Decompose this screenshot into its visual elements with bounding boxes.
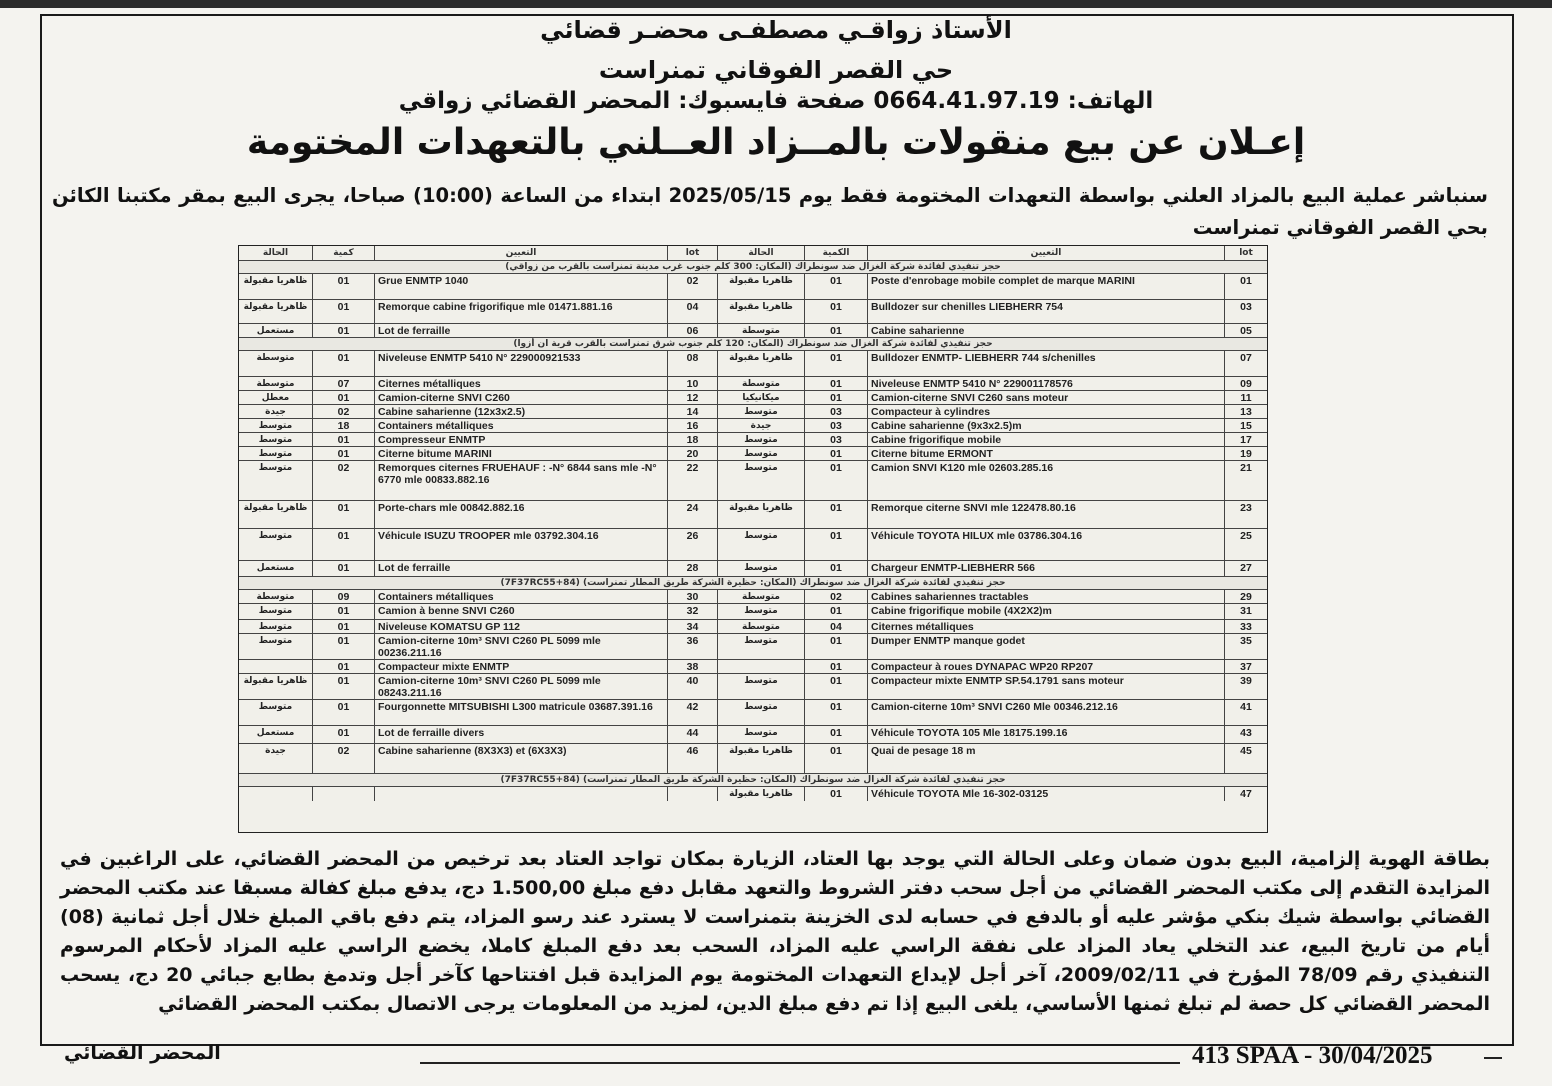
cell-r-desc: Chargeur ENMTP-LIEBHERR 566 [867, 561, 1224, 577]
table-header [239, 246, 1267, 260]
cell-r-qty: 01 [804, 604, 867, 620]
cell-r-state: ظاهريا مقبولة [717, 744, 804, 774]
cell-l-state: متوسط [258, 636, 293, 646]
cell-r-state: متوسط [717, 674, 804, 700]
cell-l-state: مستعمل [256, 563, 295, 573]
table-row [239, 603, 1267, 620]
cell-l-desc: Niveleuse ENMTP 5410 N° 229000921533 [374, 351, 667, 377]
cell-r-lot: 11 [1224, 391, 1267, 405]
cell-r-qty: 03 [804, 433, 867, 447]
cell-l-qty: 01 [312, 529, 374, 561]
cell-r-qty: 01 [804, 634, 867, 660]
cell-r-qty: 03 [804, 419, 867, 433]
cell-r-state: متوسطة [717, 377, 804, 391]
table-row [239, 376, 1267, 391]
header-right-state: الحالة [717, 246, 804, 260]
cell-l-qty [312, 787, 374, 801]
cell-r-qty: 01 [804, 501, 867, 529]
table-row [239, 390, 1267, 405]
cell-l-state: متوسط [258, 435, 293, 445]
cell-r-desc: Cabine frigorifique mobile [867, 433, 1224, 447]
table-row [239, 673, 1267, 700]
cell-r-state: متوسط [717, 604, 804, 620]
header-right-qty: الكمية [804, 246, 867, 260]
cell-r-qty: 02 [804, 590, 867, 604]
cell-l-desc: Remorque cabine frigorifique mle 01471.881.16 [374, 300, 667, 324]
cell-l-lot: 34 [667, 620, 717, 634]
cell-l-lot: 20 [667, 447, 717, 461]
table-row [239, 323, 1267, 338]
bailiff-contact: الهاتف: 0664.41.97.19 صفحة فايسبوك: المحضر القضائي زواقي [398, 88, 1154, 114]
table-row [239, 299, 1267, 324]
cell-r-qty: 01 [804, 744, 867, 774]
cell-r-state: متوسط [717, 634, 804, 660]
cell-l-qty: 01 [312, 300, 374, 324]
cell-r-desc: Cabine frigorifique mobile (4X2X2)m [867, 604, 1224, 620]
cell-l-lot: 26 [667, 529, 717, 561]
cell-l-state [239, 787, 312, 801]
cell-l-desc: Citernes métalliques [374, 377, 667, 391]
cell-l-qty: 01 [312, 674, 374, 700]
cell-l-state: مستعمل [256, 326, 295, 336]
cell-r-qty: 01 [804, 561, 867, 577]
cell-r-desc: Véhicule TOYOTA HILUX mle 03786.304.16 [867, 529, 1224, 561]
cell-r-qty: 01 [804, 391, 867, 405]
table-row [239, 659, 1267, 674]
cell-l-qty: 01 [312, 660, 374, 674]
cell-l-desc: Camion-citerne 10m³ SNVI C260 PL 5099 mle 08243.211.16 [374, 674, 667, 700]
cell-l-state: متوسط [258, 622, 293, 632]
cell-l-qty: 02 [312, 461, 374, 501]
cell-r-qty: 01 [804, 529, 867, 561]
cell-l-lot: 16 [667, 419, 717, 433]
cell-l-qty: 02 [312, 405, 374, 419]
cell-l-desc: Grue ENMTP 1040 [374, 274, 667, 300]
cell-r-desc: Poste d'enrobage mobile complet de marque MARINI [867, 274, 1224, 300]
table-row [239, 528, 1267, 561]
cell-l-lot: 04 [667, 300, 717, 324]
cell-r-qty: 01 [804, 726, 867, 744]
cell-r-lot: 03 [1224, 300, 1267, 324]
cell-l-lot: 28 [667, 561, 717, 577]
conditions-paragraph: بطاقة الهوية إلزامية، البيع بدون ضمان وعلى الحالة التي يوجد بها العتاد، الزيارة بمكان تواجد العتاد بعد ترخيص من المحضر القضائي، على الراغبين في المزايدة التقدم إلى مكتب المحضر القضائي من أجل سحب دفتر الشروط والتعهد مقابل دفع مبلغ 1.500,00 دج، يدفع مبلغ كفالة مسبقا عند مكتب المحضر القضائي بواسطة شيك بنكي مؤشر عليه أو بالدفع في حسابه لدى الخزينة بتمنراست لا يسترد عند رسو المزاد، يتم دفع باقي المبلغ خلال أجل ثمانية (08) أيام من تاريخ البيع، عند التخلي يعاد المزاد على نفقة الراسي عليه المزاد، السحب بعد دفع المبلغ كاملا، يخضع الراسي عليه المزاد لأحكام المرسوم التنفيذي رقم 78/09 المؤرخ في 2009/02/11، آخر أجل لإيداع التعهدات المختومة يوم المزايدة قبل افتتاحها كآخر أجل وتدمغ بطابع جبائي 20 دج، يسحب المحضر القضائي كل حصة لم تبلغ ثمنها الأساسي، يلغى البيع إذا تم دفع مبلغ الدين، لمزيد من المعلومات يرجى الاتصال بمكتب المحضر القضائي [60, 848, 1491, 1015]
cell-r-state: متوسطة [717, 620, 804, 634]
cell-l-desc: Niveleuse KOMATSU GP 112 [374, 620, 667, 634]
cell-r-state: متوسطة [717, 590, 804, 604]
cell-r-lot: 15 [1224, 419, 1267, 433]
cell-r-lot: 23 [1224, 501, 1267, 529]
cell-r-desc: Citerne bitume ERMONT [867, 447, 1224, 461]
cell-r-qty: 01 [804, 300, 867, 324]
cell-l-desc: Containers métalliques [374, 419, 667, 433]
table-row [239, 273, 1267, 300]
cell-l-qty: 01 [312, 700, 374, 726]
cell-r-lot: 29 [1224, 590, 1267, 604]
cell-l-qty: 01 [312, 433, 374, 447]
cell-l-lot: 24 [667, 501, 717, 529]
cell-l-state: ظاهريا مقبولة [243, 302, 308, 312]
cell-r-state [717, 660, 804, 674]
section-note: حجز تنفيذي لفائدة شركة الغزال ضد سونطراك (المكان: حظيرة الشركة طريق المطار تمنراست) (7F37RC55+84) [239, 576, 1267, 590]
cell-l-state: ظاهريا مقبولة [243, 276, 308, 286]
cell-l-lot: 38 [667, 660, 717, 674]
footer-publication-code: 413 SPAA - 30/04/2025 [1192, 1042, 1433, 1069]
cell-r-lot: 19 [1224, 447, 1267, 461]
top-dark-bar [0, 0, 1552, 8]
cell-r-qty: 01 [804, 461, 867, 501]
cell-r-lot: 25 [1224, 529, 1267, 561]
table-row [239, 350, 1267, 377]
cell-r-desc: Cabine saharienne [867, 324, 1224, 338]
cell-l-state: جيدة [265, 407, 286, 417]
cell-l-state: متوسط [258, 531, 293, 541]
cell-l-desc: Fourgonnette MITSUBISHI L300 matricule 03687.391.16 [374, 700, 667, 726]
cell-l-desc: Lot de ferraille [374, 324, 667, 338]
intro-paragraph: سنباشر عملية البيع بالمزاد العلني بواسطة التعهدات المختومة فقط يوم 2025/05/15 ابتداء من الساعة (10:00) صباحا، يجرى البيع بمقر مكتبنا الكائن بحي القصر الفوقاني تمنراست [52, 184, 1488, 239]
cell-r-qty: 01 [804, 674, 867, 700]
cell-r-desc: Remorque citerne SNVI mle 122478.80.16 [867, 501, 1224, 529]
cell-l-qty: 01 [312, 351, 374, 377]
cell-r-lot: 33 [1224, 620, 1267, 634]
cell-r-state: متوسط [717, 561, 804, 577]
cell-l-desc: Compacteur mixte ENMTP [374, 660, 667, 674]
cell-r-lot: 47 [1224, 787, 1267, 801]
cell-r-state: متوسط [717, 433, 804, 447]
cell-l-qty: 01 [312, 604, 374, 620]
cell-l-state: متوسطة [256, 379, 295, 389]
cell-r-lot: 31 [1224, 604, 1267, 620]
header-left-lot: lot [667, 246, 717, 260]
cell-l-desc: Cabine saharienne (12x3x2.5) [374, 405, 667, 419]
cell-l-lot: 10 [667, 377, 717, 391]
cell-r-state: متوسط [717, 700, 804, 726]
cell-r-desc: Camion-citerne SNVI C260 sans moteur [867, 391, 1224, 405]
cell-r-desc: Camion-citerne 10m³ SNVI C260 Mle 00346.212.16 [867, 700, 1224, 726]
cell-l-qty: 01 [312, 634, 374, 660]
cell-r-desc: Véhicule TOYOTA Mle 16-302-03125 [867, 787, 1224, 801]
cell-r-desc: Compacteur mixte ENMTP SP.54.1791 sans moteur [867, 674, 1224, 700]
cell-l-qty: 02 [312, 744, 374, 774]
table-row [239, 500, 1267, 529]
section-note: حجز تنفيذي لفائدة شركة الغزال ضد سونطراك (المكان: 120 كلم جنوب شرق تمنراست بالقرب قرية ان أزوا) [239, 337, 1267, 351]
cell-l-qty: 01 [312, 726, 374, 744]
cell-l-desc: Lot de ferraille divers [374, 726, 667, 744]
cell-l-qty: 01 [312, 561, 374, 577]
cell-l-lot: 32 [667, 604, 717, 620]
cell-l-qty: 01 [312, 274, 374, 300]
table-row [239, 560, 1267, 577]
cell-r-qty: 01 [804, 660, 867, 674]
cell-r-desc: Niveleuse ENMTP 5410 N° 229001178576 [867, 377, 1224, 391]
cell-l-qty: 09 [312, 590, 374, 604]
cell-r-state: جيدة [717, 419, 804, 433]
table-row [239, 446, 1267, 461]
cell-r-qty: 01 [804, 351, 867, 377]
table-row [239, 619, 1267, 634]
cell-r-qty: 01 [804, 324, 867, 338]
section-note: حجز تنفيذي لفائدة شركة الغزال ضد سونطراك (المكان: 300 كلم جنوب غرب مدينة تمنراست بالقرب من زواقي) [239, 260, 1267, 274]
cell-r-state: ظاهريا مقبولة [717, 787, 804, 801]
cell-l-state [239, 660, 312, 674]
cell-l-state: متوسط [258, 702, 293, 712]
cell-l-state: مستعمل [256, 728, 295, 738]
cell-r-qty: 01 [804, 447, 867, 461]
cell-r-lot: 05 [1224, 324, 1267, 338]
table-row [239, 404, 1267, 419]
cell-l-lot: 30 [667, 590, 717, 604]
cell-r-lot: 07 [1224, 351, 1267, 377]
cell-l-desc [374, 787, 667, 801]
cell-l-state: متوسط [258, 463, 293, 473]
cell-l-qty: 01 [312, 391, 374, 405]
cell-r-qty: 01 [804, 377, 867, 391]
table-row [239, 460, 1267, 501]
cell-l-state: متوسطة [256, 353, 295, 363]
table-row [239, 432, 1267, 447]
cell-r-desc: Quai de pesage 18 m [867, 744, 1224, 774]
cell-l-state: متوسط [258, 606, 293, 616]
cell-l-desc: Remorques citernes FRUEHAUF : -N° 6844 sans mle -N° 6770 mle 00833.882.16 [374, 461, 667, 501]
cell-r-lot: 39 [1224, 674, 1267, 700]
section-note: حجز تنفيذي لفائدة شركة الغزال ضد سونطراك (المكان: حظيرة الشركة طريق المطار تمنراست) (7F37RC55+84) [239, 773, 1267, 787]
cell-l-desc: Camion à benne SNVI C260 [374, 604, 667, 620]
cell-r-desc: Bulldozer sur chenilles LIEBHERR 754 [867, 300, 1224, 324]
cell-l-lot [667, 787, 717, 801]
announcement-title: إعـلان عن بيع منقولات بالمــزاد العــلني بالتعهدات المختومة [246, 122, 1306, 163]
cell-r-state: ظاهريا مقبولة [717, 501, 804, 529]
cell-r-desc: Citernes métalliques [867, 620, 1224, 634]
cell-r-qty: 01 [804, 787, 867, 801]
cell-r-qty: 04 [804, 620, 867, 634]
header-left-state: الحالة [262, 248, 289, 258]
cell-r-state: متوسطة [717, 324, 804, 338]
cell-r-lot: 37 [1224, 660, 1267, 674]
table-row [239, 725, 1267, 744]
footer-rule [420, 1062, 1180, 1064]
cell-l-lot: 22 [667, 461, 717, 501]
footer-dash [1484, 1057, 1502, 1059]
cell-r-desc: Compacteur à cylindres [867, 405, 1224, 419]
cell-r-desc: Camion SNVI K120 mle 02603.285.16 [867, 461, 1224, 501]
cell-l-desc: Camion-citerne 10m³ SNVI C260 PL 5099 mle 00236.211.16 [374, 634, 667, 660]
cell-r-desc: Bulldozer ENMTP- LIEBHERR 744 s/chenilles [867, 351, 1224, 377]
cell-l-state: متوسط [258, 449, 293, 459]
cell-l-lot: 18 [667, 433, 717, 447]
table-row [239, 589, 1267, 604]
cell-l-qty: 07 [312, 377, 374, 391]
cell-r-state: ميكانيكيا [717, 391, 804, 405]
cell-r-lot: 21 [1224, 461, 1267, 501]
cell-l-state: ظاهريا مقبولة [243, 503, 308, 513]
cell-l-lot: 40 [667, 674, 717, 700]
cell-l-lot: 44 [667, 726, 717, 744]
header-left-qty: كمية [312, 246, 374, 260]
cell-r-desc: Cabine saharienne (9x3x2.5)m [867, 419, 1224, 433]
cell-r-desc: Compacteur à roues DYNAPAC WP20 RP207 [867, 660, 1224, 674]
cell-l-desc: Containers métalliques [374, 590, 667, 604]
cell-l-state: متوسطة [256, 592, 295, 602]
footer-signature: المحضر القضائي [64, 1042, 221, 1064]
table-row [239, 786, 1267, 801]
cell-l-desc: Citerne bitume MARINI [374, 447, 667, 461]
cell-r-desc: Dumper ENMTP manque godet [867, 634, 1224, 660]
cell-r-desc: Véhicule TOYOTA 105 Mle 18175.199.16 [867, 726, 1224, 744]
header-left-desc: التعيين [374, 246, 667, 260]
cell-l-lot: 06 [667, 324, 717, 338]
cell-l-desc: Porte-chars mle 00842.882.16 [374, 501, 667, 529]
table-row [239, 699, 1267, 726]
header-right-lot: lot [1224, 246, 1267, 260]
cell-l-lot: 08 [667, 351, 717, 377]
cell-r-qty: 03 [804, 405, 867, 419]
cell-l-lot: 46 [667, 744, 717, 774]
cell-r-lot: 35 [1224, 634, 1267, 660]
cell-r-state: متوسط [717, 405, 804, 419]
cell-l-state: جيدة [265, 746, 286, 756]
cell-r-lot: 17 [1224, 433, 1267, 447]
cell-r-lot: 45 [1224, 744, 1267, 774]
cell-r-desc: Cabines sahariennes tractables [867, 590, 1224, 604]
cell-l-desc: Lot de ferraille [374, 561, 667, 577]
bailiff-address: حي القصر الفوقاني تمنراست [598, 56, 954, 84]
cell-l-desc: Cabine saharienne (8X3X3) et (6X3X3) [374, 744, 667, 774]
cell-r-qty: 01 [804, 274, 867, 300]
cell-r-state: متوسط [717, 447, 804, 461]
cell-l-lot: 42 [667, 700, 717, 726]
cell-l-state: معطل [261, 393, 290, 403]
cell-r-state: متوسط [717, 529, 804, 561]
cell-l-state: متوسط [258, 421, 293, 431]
cell-l-desc: Camion-citerne SNVI C260 [374, 391, 667, 405]
cell-l-desc: Compresseur ENMTP [374, 433, 667, 447]
cell-r-state: ظاهريا مقبولة [717, 300, 804, 324]
cell-r-qty: 01 [804, 700, 867, 726]
table-row [239, 633, 1267, 660]
cell-l-qty: 01 [312, 447, 374, 461]
cell-l-desc: Véhicule ISUZU TROOPER mle 03792.304.16 [374, 529, 667, 561]
cell-r-lot: 43 [1224, 726, 1267, 744]
cell-r-lot: 09 [1224, 377, 1267, 391]
cell-l-state: ظاهريا مقبولة [243, 676, 308, 686]
cell-r-lot: 27 [1224, 561, 1267, 577]
cell-l-lot: 12 [667, 391, 717, 405]
table-row [239, 743, 1267, 774]
cell-l-lot: 36 [667, 634, 717, 660]
cell-r-state: متوسط [717, 461, 804, 501]
cell-r-state: ظاهريا مقبولة [717, 274, 804, 300]
cell-l-qty: 01 [312, 324, 374, 338]
bailiff-name: الأستاذ زواقـي مصطفـى محضـر قضائي [540, 16, 1012, 44]
header-right-desc: التعيين [867, 246, 1224, 260]
cell-r-state: ظاهريا مقبولة [717, 351, 804, 377]
cell-r-lot: 01 [1224, 274, 1267, 300]
cell-r-state: متوسط [717, 726, 804, 744]
lots-table [238, 245, 1268, 833]
cell-l-lot: 02 [667, 274, 717, 300]
cell-r-lot: 13 [1224, 405, 1267, 419]
cell-l-lot: 14 [667, 405, 717, 419]
table-row [239, 418, 1267, 433]
cell-r-lot: 41 [1224, 700, 1267, 726]
cell-l-qty: 18 [312, 419, 374, 433]
cell-l-qty: 01 [312, 501, 374, 529]
cell-l-qty: 01 [312, 620, 374, 634]
